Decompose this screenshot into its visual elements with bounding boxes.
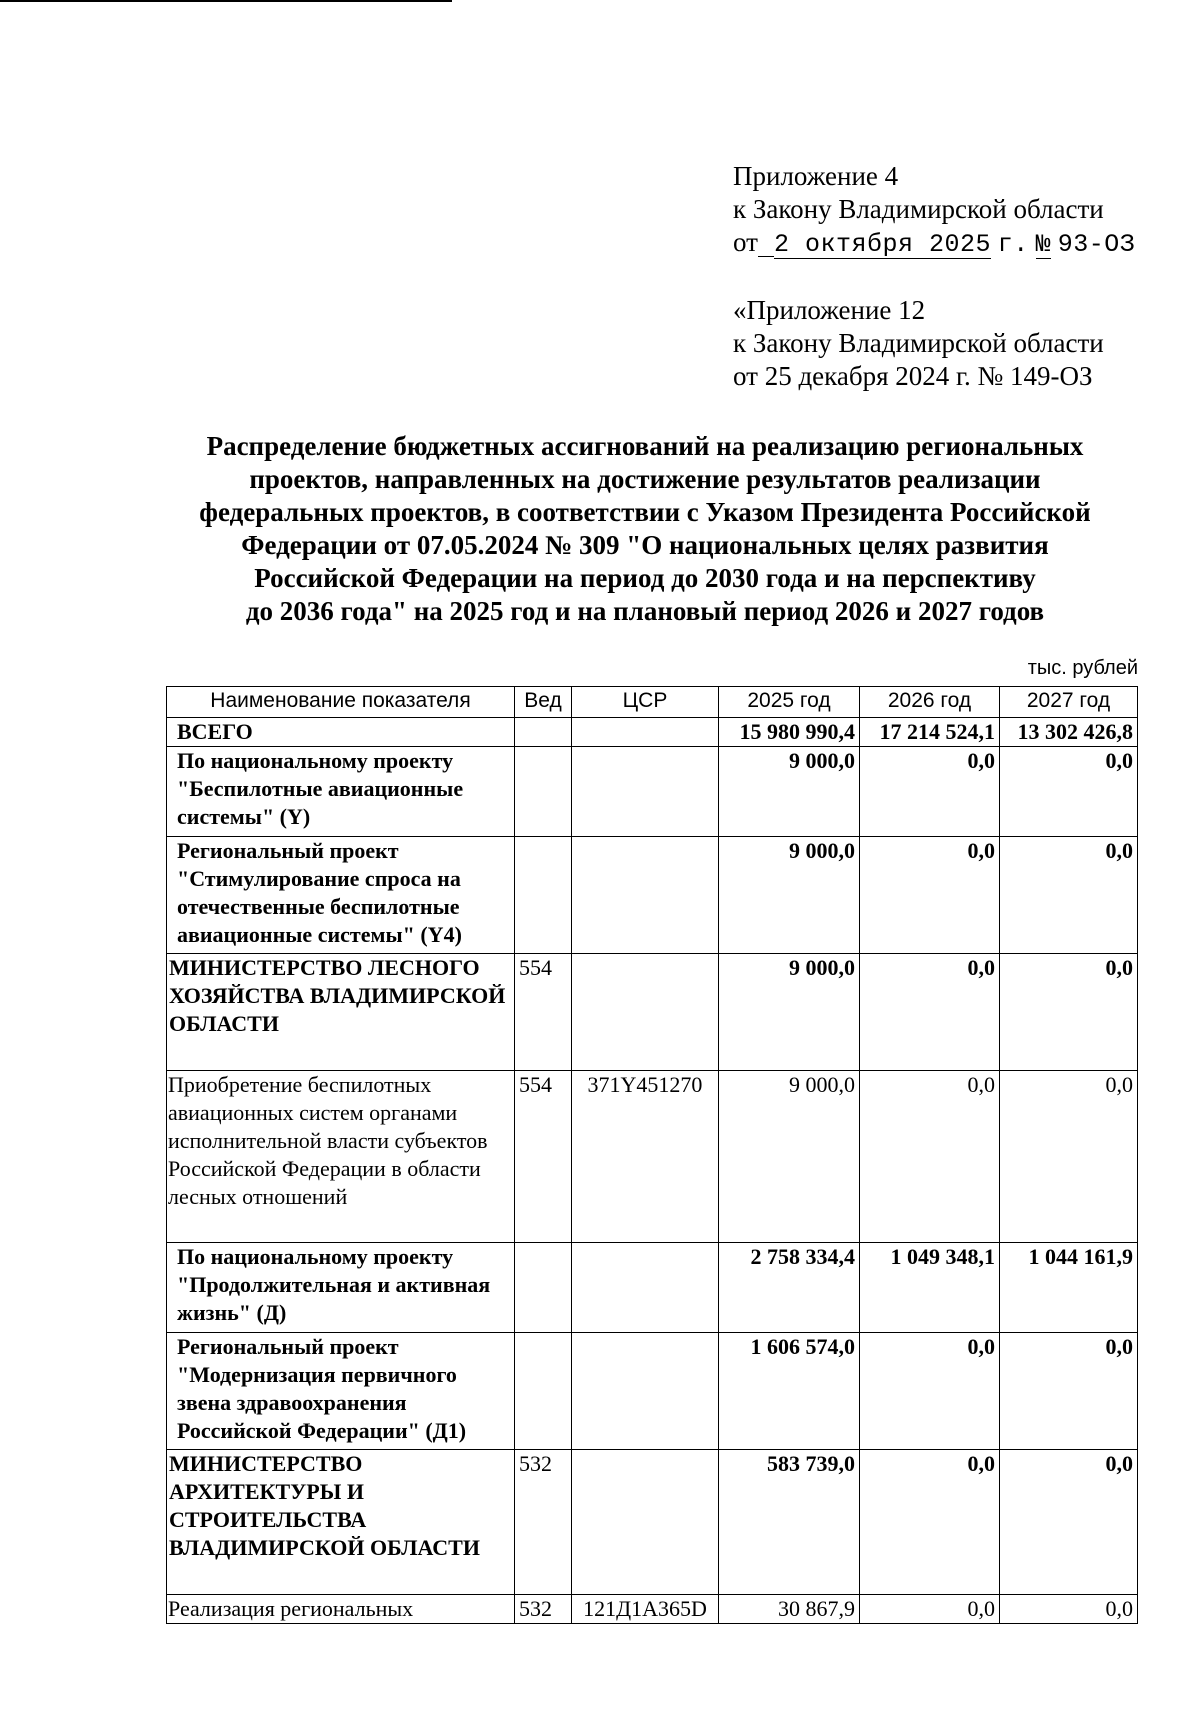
row-csr xyxy=(572,837,719,954)
row-name: Приобретение беспилотных авиационных систем органами исполнительной власти субъектов Российской Федерации в области лесных отношений xyxy=(167,1071,515,1243)
row-2026: 0,0 xyxy=(860,747,1000,837)
units-label: тыс. рублей xyxy=(1027,657,1138,679)
row-csr xyxy=(572,1450,719,1595)
previous-appendix-date: от 25 декабря 2024 г. № 149-ОЗ xyxy=(733,361,1093,391)
row-2027: 0,0 xyxy=(1000,1450,1138,1595)
title-line: федеральных проектов, в соответствии с Указом Президента Российской xyxy=(199,497,1091,527)
header-2026: 2026 год xyxy=(860,687,1000,718)
row-name: ВСЕГО xyxy=(167,718,515,747)
row-ved: 554 xyxy=(515,1071,572,1243)
appendix-law: к Закону Владимирской области xyxy=(733,194,1104,224)
row-2026: 0,0 xyxy=(860,1595,1000,1624)
previous-appendix-reference xyxy=(733,294,1104,393)
row-2025: 1 606 574,0 xyxy=(719,1333,860,1450)
table-row xyxy=(167,1243,1138,1333)
row-name: Реализация региональных xyxy=(167,1595,515,1624)
appendix-date: 2 октября 2025 xyxy=(773,230,991,259)
document-title xyxy=(160,430,1130,628)
row-2027: 0,0 xyxy=(1000,1333,1138,1450)
appendix-year-suffix: г. xyxy=(997,230,1029,259)
row-ved xyxy=(515,718,572,747)
previous-appendix-title: «Приложение 12 xyxy=(733,295,926,325)
appendix-number: 93-ОЗ xyxy=(1057,230,1136,259)
title-line: Российской Федерации на период до 2030 года и на перспективу xyxy=(254,563,1036,593)
header-2027: 2027 год xyxy=(1000,687,1138,718)
row-name: По национальному проекту "Беспилотные авиационные системы" (Y) xyxy=(167,747,515,837)
top-scan-rule xyxy=(0,0,452,2)
row-ved: 554 xyxy=(515,954,572,1071)
previous-appendix-law: к Закону Владимирской области xyxy=(733,328,1104,358)
row-2027: 0,0 xyxy=(1000,954,1138,1071)
date-underline-lead xyxy=(758,229,774,257)
title-line: Федерации от 07.05.2024 № 309 "О национальных целях развития xyxy=(241,530,1049,560)
row-name: По национальному проекту "Продолжительная и активная жизнь" (Д) xyxy=(167,1243,515,1333)
row-2026: 0,0 xyxy=(860,837,1000,954)
row-2025: 583 739,0 xyxy=(719,1450,860,1595)
row-2026: 0,0 xyxy=(860,954,1000,1071)
row-2025: 15 980 990,4 xyxy=(719,718,860,747)
row-csr xyxy=(572,954,719,1071)
title-line: Распределение бюджетных ассигнований на реализацию региональных xyxy=(206,431,1084,461)
table-row xyxy=(167,1071,1138,1243)
row-2026: 17 214 524,1 xyxy=(860,718,1000,747)
header-2025: 2025 год xyxy=(719,687,860,718)
row-2026: 1 049 348,1 xyxy=(860,1243,1000,1333)
row-name: МИНИСТЕРСТВО ЛЕСНОГО ХОЗЯЙСТВА ВЛАДИМИРСКОЙ ОБЛАСТИ xyxy=(167,954,515,1071)
table-row xyxy=(167,1450,1138,1595)
row-2027: 0,0 xyxy=(1000,1071,1138,1243)
row-2025: 9 000,0 xyxy=(719,747,860,837)
row-csr xyxy=(572,718,719,747)
row-ved xyxy=(515,837,572,954)
row-2025: 2 758 334,4 xyxy=(719,1243,860,1333)
table-row xyxy=(167,1595,1138,1624)
appendix-number-sign: № xyxy=(1035,230,1052,259)
row-2026: 0,0 xyxy=(860,1333,1000,1450)
row-csr xyxy=(572,747,719,837)
table-row xyxy=(167,1333,1138,1450)
header-ved: Вед xyxy=(515,687,572,718)
row-ved: 532 xyxy=(515,1450,572,1595)
appendix-title: Приложение 4 xyxy=(733,161,899,191)
row-2027: 0,0 xyxy=(1000,747,1138,837)
header-name: Наименование показателя xyxy=(167,687,515,718)
row-csr: 371Y451270 xyxy=(572,1071,719,1243)
row-csr xyxy=(572,1333,719,1450)
row-2027: 1 044 161,9 xyxy=(1000,1243,1138,1333)
row-name: Региональный проект "Стимулирование спроса на отечественные беспилотные авиационные системы" (Y4) xyxy=(167,837,515,954)
table-row-total xyxy=(167,718,1138,747)
row-2027: 0,0 xyxy=(1000,1595,1138,1624)
row-ved xyxy=(515,1333,572,1450)
row-2025: 30 867,9 xyxy=(719,1595,860,1624)
title-line: до 2036 года" на 2025 год и на плановый период 2026 и 2027 годов xyxy=(245,596,1045,626)
title-line: проектов, направленных на достижение результатов реализации xyxy=(249,464,1041,494)
row-name: Региональный проект "Модернизация первичного звена здравоохранения Российской Федерации" (Д1) xyxy=(167,1333,515,1450)
row-name: МИНИСТЕРСТВО АРХИТЕКТУРЫ И СТРОИТЕЛЬСТВА ВЛАДИМИРСКОЙ ОБЛАСТИ xyxy=(167,1450,515,1595)
appendix-reference xyxy=(733,160,1135,261)
table-row xyxy=(167,837,1138,954)
header-csr: ЦСР xyxy=(572,687,719,718)
row-2025: 9 000,0 xyxy=(719,954,860,1071)
table-row xyxy=(167,747,1138,837)
row-2025: 9 000,0 xyxy=(719,1071,860,1243)
row-ved: 532 xyxy=(515,1595,572,1624)
table-row xyxy=(167,954,1138,1071)
row-2026: 0,0 xyxy=(860,1450,1000,1595)
row-2026: 0,0 xyxy=(860,1071,1000,1243)
row-csr: 121Д1А365D xyxy=(572,1595,719,1624)
appendix-date-line xyxy=(733,226,1135,261)
row-ved xyxy=(515,1243,572,1333)
budget-table xyxy=(166,686,1138,1624)
table-header-row xyxy=(167,687,1138,718)
row-2027: 0,0 xyxy=(1000,837,1138,954)
row-2027: 13 302 426,8 xyxy=(1000,718,1138,747)
appendix-prefix: от xyxy=(733,227,758,257)
row-ved xyxy=(515,747,572,837)
row-2025: 9 000,0 xyxy=(719,837,860,954)
row-csr xyxy=(572,1243,719,1333)
